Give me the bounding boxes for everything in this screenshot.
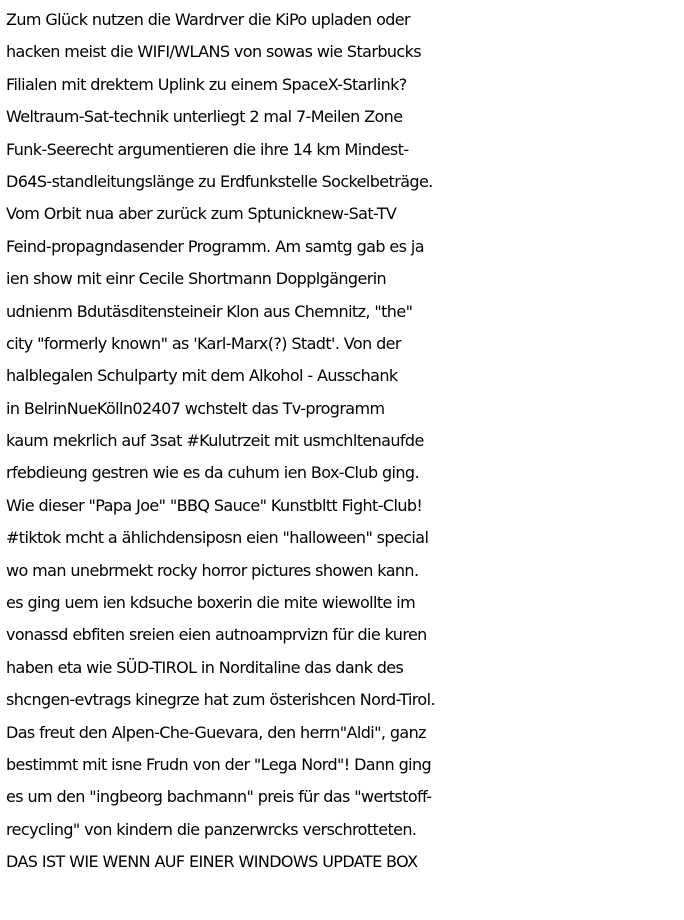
text-line: DAS IST WIE WENN AUF EINER WINDOWS UPDATE BOX	[6, 852, 418, 872]
text-line: halblegalen Schulparty mit dem Alkohol - Ausschank	[6, 366, 398, 386]
text-line: shcngen-evtrags kinegrze hat zum österishcen Nord-Tirol.	[6, 690, 435, 710]
text-line: in BelrinNueKölln02407 wchstelt das Tv-programm	[6, 398, 385, 418]
document-text	[6, 4, 682, 879]
text-line: haben eta wie SÜD-TIROL in Norditaline das dank des	[6, 657, 404, 677]
text-line: D64S-standleitungslänge zu Erdfunkstelle Sockelbeträge.	[6, 171, 433, 191]
text-line: Filialen mit drektem Uplink zu einem SpaceX-Starlink?	[6, 74, 407, 94]
text-line: rfebdieung gestren wie es da cuhum ien Box-Club ging.	[6, 463, 419, 483]
text-line: recycling" von kindern die panzerwrcks verschrotteten.	[6, 819, 417, 839]
text-line: Feind-propagndasender Programm. Am samtg gab es ja	[6, 236, 424, 256]
text-line: wo man unebrmekt rocky horror pictures showen kann.	[6, 560, 419, 580]
text-line: Das freut den Alpen-Che-Guevara, den herrn"Aldi", ganz	[6, 722, 426, 742]
text-line: Funk-Seerecht argumentieren die ihre 14 km Mindest-	[6, 139, 409, 159]
text-line: Zum Glück nutzen die Wardrver die KiPo upladen oder	[6, 10, 411, 29]
text-line: hacken meist die WIFI/WLANS von sowas wie Starbucks	[6, 42, 422, 62]
text-line: city "formerly known" as 'Karl-Marx(?) Stadt'. Von der	[6, 333, 401, 353]
text-line: udnienm Bdutäsditensteineir Klon aus Chemnitz, "the"	[6, 301, 413, 321]
text-line: es ging uem ien kdsuche boxerin die mite wiewollte im	[6, 593, 416, 613]
text-line: #tiktok mcht a ählichdensiposn eien "halloween" special	[6, 528, 429, 548]
text-line: es um den "ingbeorg bachmann" preis für das "wertstoff-	[6, 787, 432, 807]
text-line: kaum mekrlich auf 3sat #Kulutrzeit mit usmchltenaufde	[6, 431, 424, 451]
text-line: ien show mit einr Cecile Shortmann Dopplgängerin	[6, 269, 387, 289]
text-line: vonassd ebfiten sreien eien autnoamprvizn für die kuren	[6, 625, 427, 645]
text-line: bestimmt mit isne Frudn von der "Lega Nord"! Dann ging	[6, 754, 432, 774]
text-line: Weltraum-Sat-technik unterliegt 2 mal 7-Meilen Zone	[6, 107, 403, 127]
text-line: Vom Orbit nua aber zurück zum Sptunicknew-Sat-TV	[6, 204, 397, 224]
text-line: Wie dieser "Papa Joe" "BBQ Sauce" Kunstbltt Fight-Club!	[6, 495, 423, 515]
